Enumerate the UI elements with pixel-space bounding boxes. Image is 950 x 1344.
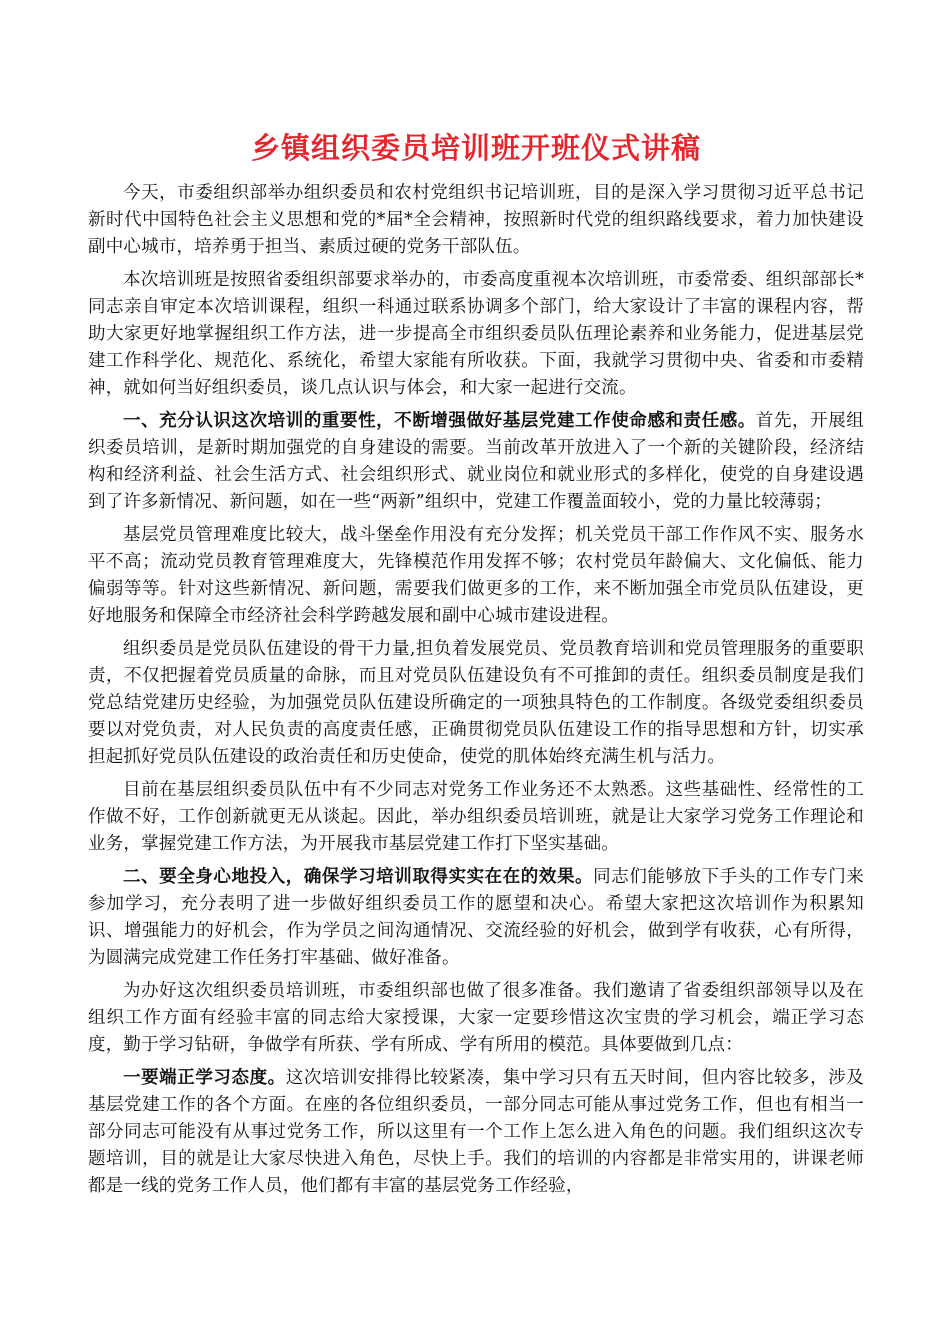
paragraph-7 [88, 864, 864, 972]
paragraph-text: 这次培训安排得比较紧凑，集中学习只有五天时间，但内容比较多，涉及基层党建工作的各个方面。在座的各位组织委员，一部分同志可能从事过党务工作，但也有相当一部分同志可能没有从事过党务工作，所以这里有一个工作上怎么进入角色的问题。我们组织这次专题培训，目的就是让大家尽快进入角色，尽快上手。我们的培训的内容都是非常实用的，讲课老师都是一线的党务工作人员，他们都有丰富的基层党务工作经验， [88, 1068, 864, 1196]
paragraph-1 [88, 180, 864, 261]
paragraph-8 [88, 978, 864, 1059]
paragraph-text: 目前在基层组织委员队伍中有不少同志对党务工作业务还不太熟悉。这些基础性、经常性的工作做不好，工作创新就更无从谈起。因此，举办组织委员培训班，就是让大家学习党务工作理论和业务，掌握党建工作方法，为开展我市基层党建工作打下坚实基础。 [88, 780, 864, 854]
paragraph-5 [88, 636, 864, 771]
paragraph-text: 本次培训班是按照省委组织部要求举办的，市委高度重视本次培训班，市委常委、组织部部长*同志亲自审定本次培训课程，组织一科通过联系协调多个部门，给大家设计了丰富的课程内容，帮助大家更好地掌握组织工作方法，进一步提高全市组织委员队伍理论素养和业务能力，促进基层党建工作科学化、规范化、系统化，希望大家能有所收获。下面，我就学习贯彻中央、省委和市委精神，就如何当好组织委员，谈几点认识与体会，和大家一起进行交流。 [88, 270, 864, 398]
paragraph-text: 基层党员管理难度比较大，战斗堡垒作用没有充分发挥；机关党员干部工作作风不实、服务水平不高；流动党员教育管理难度大，先锋模范作用发挥不够；农村党员年龄偏大、文化偏低、能力偏弱等等。针对这些新情况、新问题，需要我们做更多的工作，来不断加强全市党员队伍建设，更好地服务和保障全市经济社会科学跨越发展和副中心城市建设进程。 [88, 525, 864, 626]
section-heading-2: 二、要全身心地投入，确保学习培训取得实实在在的效果。 [123, 867, 594, 887]
paragraph-text: 首先，开展组织委员培训，是新时期加强党的自身建设的需要。当前改革开放进入了一个新的关键阶段，经济结构和经济利益、社会生活方式、社会组织形式、就业岗位和就业形式的多样化，使党的自身建设遇到了许多新情况、新问题，如在一些“两新”组织中，党建工作覆盖面较小，党的力量比较薄弱； [88, 411, 865, 512]
paragraph-text: 为办好这次组织委员培训班，市委组织部也做了很多准备。我们邀请了省委组织部领导以及在组织工作方面有经验丰富的同志给大家授课，大家一定要珍惜这次宝贵的学习机会，端正学习态度，勤于学习钻研，争做学有所获、学有所成、学有所用的模范。具体要做到几点： [88, 981, 864, 1055]
paragraph-text: 同志们能够放下手头的工作专门来参加学习，充分表明了进一步做好组织委员工作的愿望和决心。希望大家把这次培训作为积累知识、增强能力的好机会，作为学员之间沟通情况、交流经验的好机会，做到学有收获，心有所得，为圆满完成党建工作任务打牢基础、做好准备。 [88, 867, 865, 968]
paragraph-4 [88, 522, 864, 630]
sub-heading-1: 一要端正学习态度。 [123, 1068, 286, 1088]
paragraph-3 [88, 408, 864, 516]
document-title: 乡镇组织委员培训班开班仪式讲稿 [250, 131, 701, 165]
paragraph-9 [88, 1065, 864, 1200]
section-heading-1: 一、充分认识这次培训的重要性，不断增强做好基层党建工作使命感和责任感。 [123, 411, 756, 431]
paragraph-text: 组织委员是党员队伍建设的骨干力量,担负着发展党员、党员教育培训和党员管理服务的重要职责，不仅把握着党员质量的命脉，而且对党员队伍建设负有不可推卸的责任。组织委员制度是我们党总结党建历史经验，为加强党员队伍建设所确定的一项独具特色的工作制度。各级党委组织委员要以对党负责，对人民负责的高度责任感，正确贯彻党员队伍建设工作的指导思想和方针，切实承担起抓好党员队伍建设的政治责任和历史使命，使党的肌体始终充满生机与活力。 [88, 639, 864, 767]
paragraph-2 [88, 267, 864, 402]
paragraph-6 [88, 777, 864, 858]
paragraph-text: 今天，市委组织部举办组织委员和农村党组织书记培训班，目的是深入学习贯彻习近平总书记新时代中国特色社会主义思想和党的*届*全会精神，按照新时代党的组织路线要求，着力加快建设副中心城市，培养勇于担当、素质过硬的党务干部队伍。 [88, 183, 864, 257]
